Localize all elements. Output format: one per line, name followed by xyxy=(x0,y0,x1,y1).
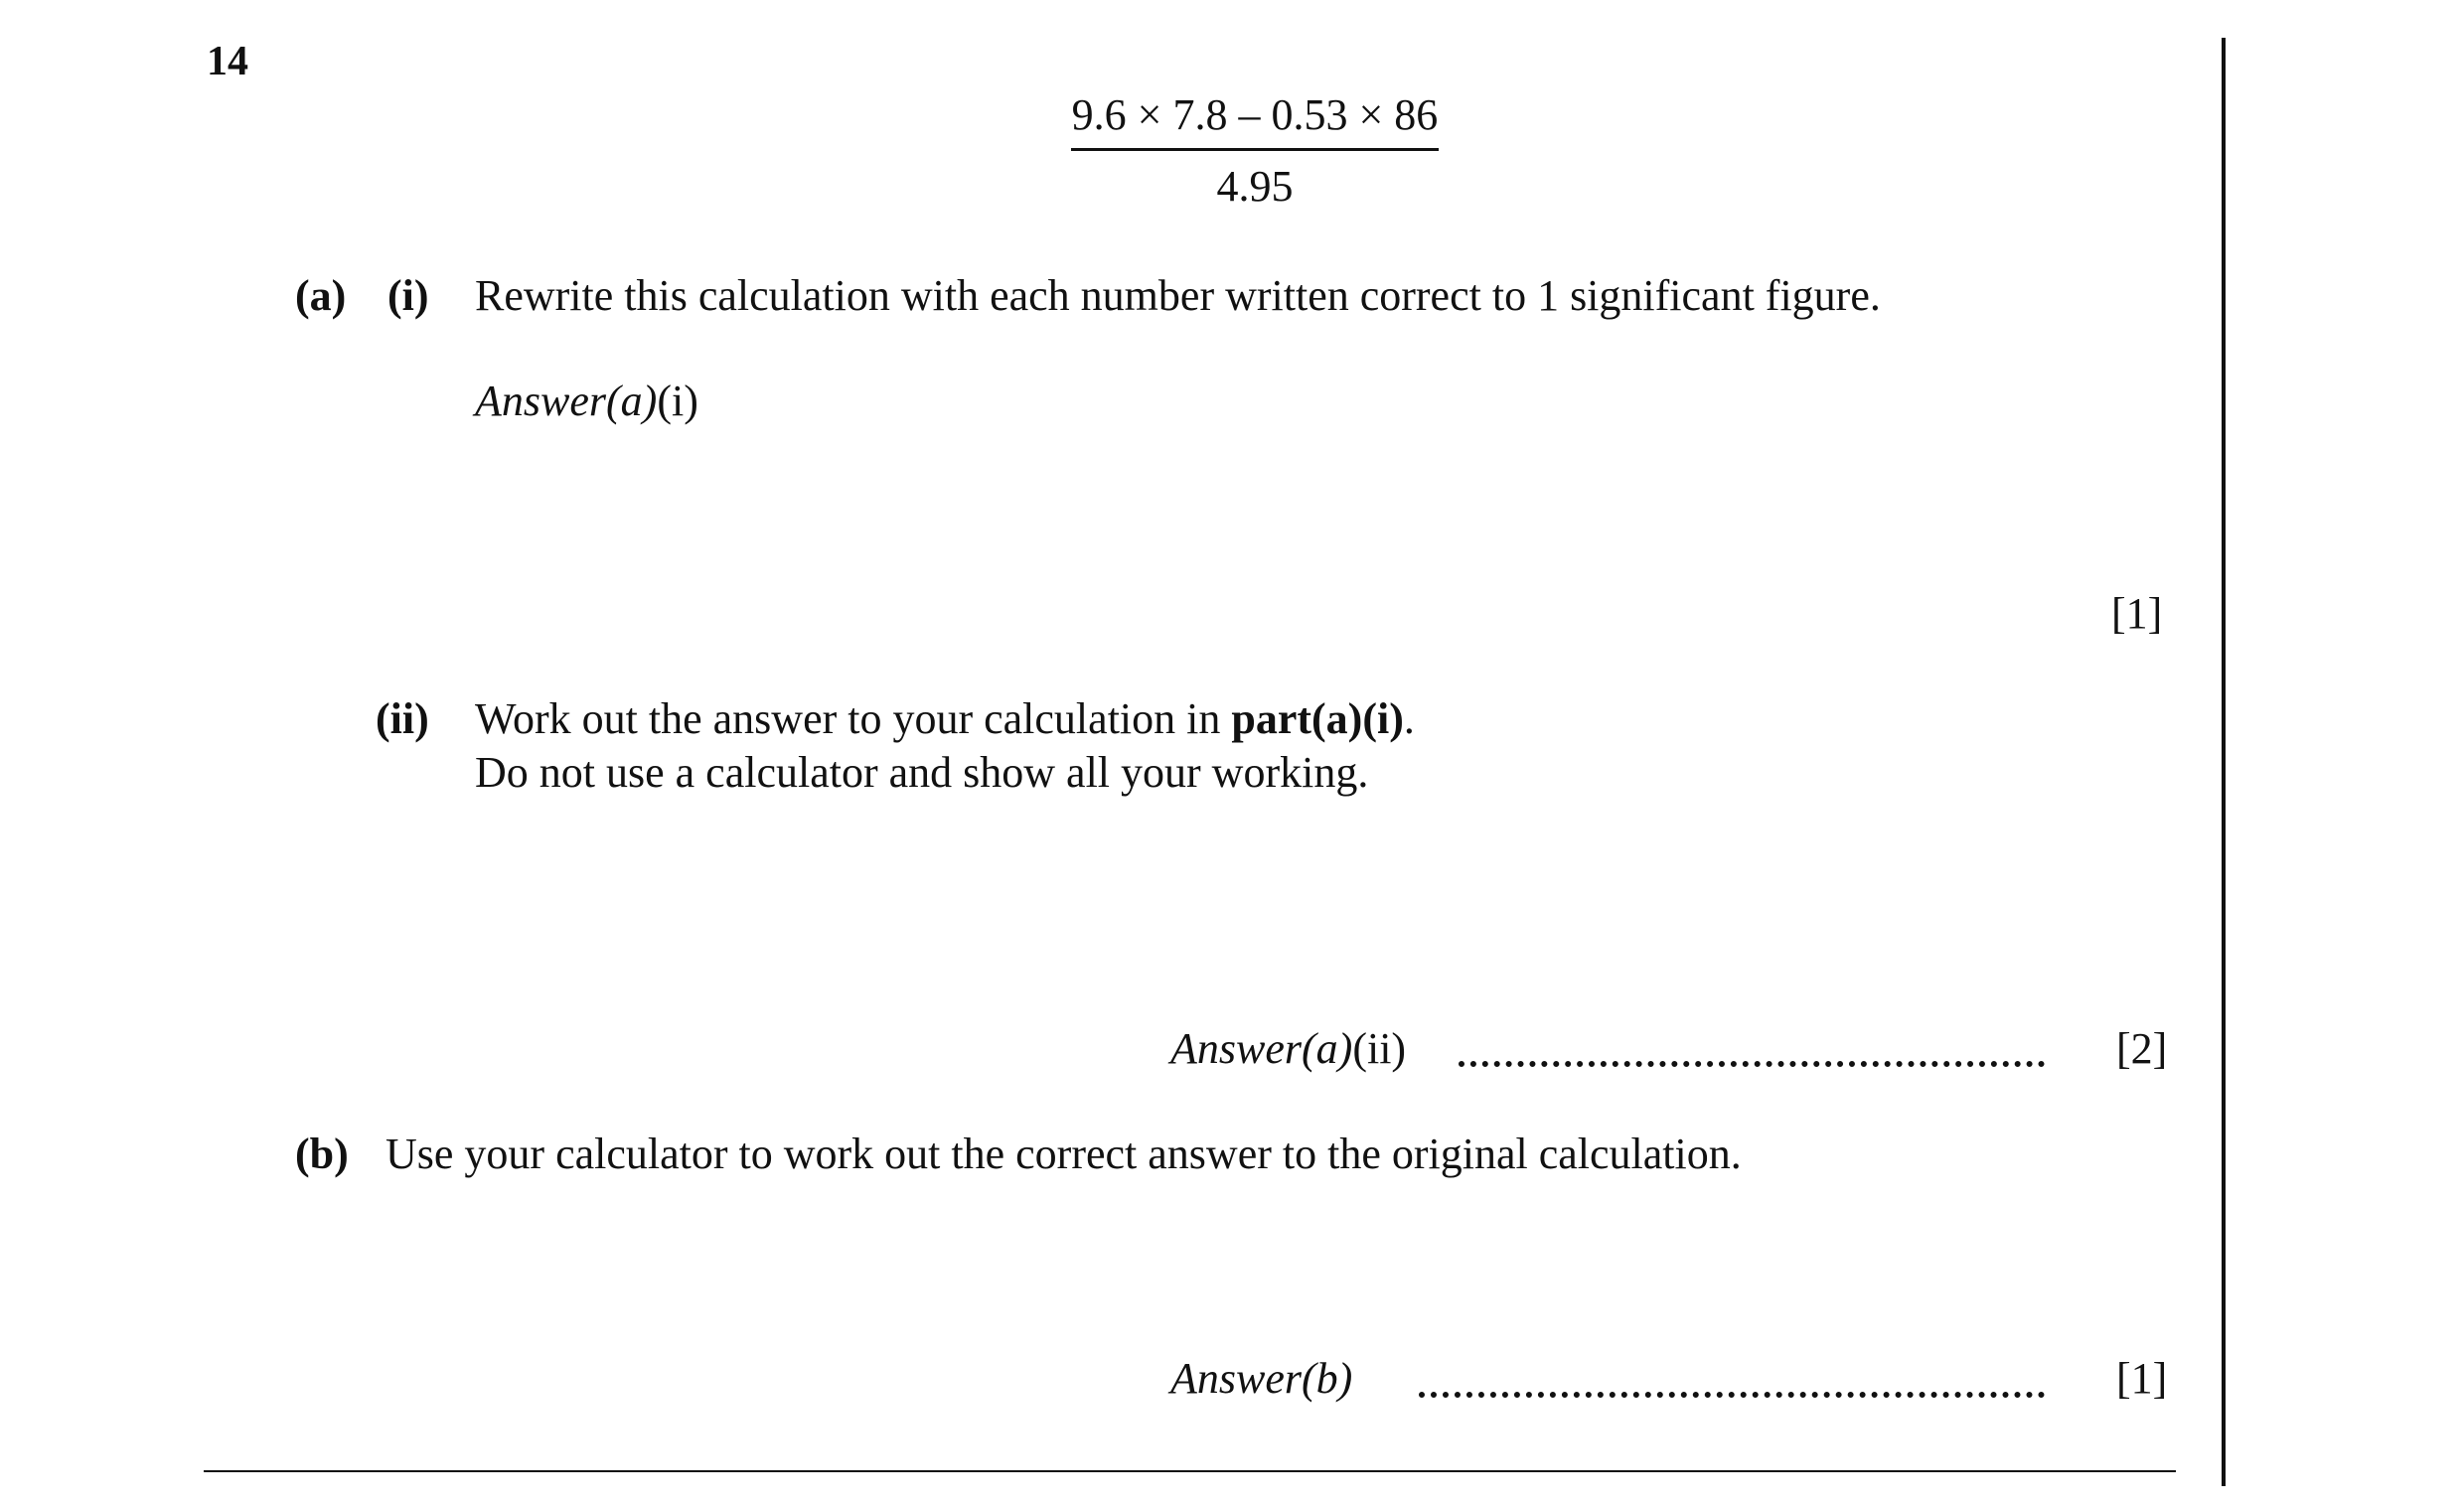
part-a-ii-label: (ii) xyxy=(376,694,429,743)
marks-a-i: [1] xyxy=(2111,589,2163,638)
question-number: 14 xyxy=(207,39,248,84)
working-area-a-ii[interactable] xyxy=(467,815,2057,1003)
answer-a-i-label xyxy=(475,376,698,426)
answer-a-i-label-italic: Answer(a) xyxy=(475,377,658,425)
part-a-ii-line1-suffix: . xyxy=(1403,694,1415,743)
part-a-ii-question-line1 xyxy=(475,693,1415,744)
answer-a-ii-label-italic: Answer(a) xyxy=(1170,1024,1353,1073)
answer-a-i-label-suffix: (i) xyxy=(657,377,698,425)
part-a-label: (a) xyxy=(295,271,347,320)
calculation-fraction xyxy=(1071,89,1439,212)
answer-b-label: Answer(b) xyxy=(1170,1354,1353,1403)
part-a-ii-question-line2: Do not use a calculator and show all your working. xyxy=(475,748,1369,797)
answer-a-ii-dotted-line[interactable] xyxy=(1459,1061,2045,1067)
part-b-question: Use your calculator to work out the correct answer to the original calculation. xyxy=(385,1130,1742,1178)
answer-a-ii-label xyxy=(1170,1023,1406,1074)
fraction-denominator: 4.95 xyxy=(1216,162,1294,211)
part-a-ii-line1-prefix: Work out the answer to your calculation in xyxy=(475,694,1232,743)
answer-a-i-area[interactable] xyxy=(467,437,2057,576)
part-b-label: (b) xyxy=(295,1130,349,1178)
working-area-b[interactable] xyxy=(467,1192,2057,1321)
part-a-i-label: (i) xyxy=(387,271,429,320)
marks-a-ii: [2] xyxy=(2116,1024,2168,1073)
fraction-numerator: 9.6 × 7.8 – 0.53 × 86 xyxy=(1071,90,1439,139)
part-a-i-question: Rewrite this calculation with each number written correct to 1 significant figure. xyxy=(475,271,1881,320)
right-margin-rule xyxy=(2222,38,2226,1486)
part-a-ii-line1-bold: part(a)(i) xyxy=(1231,694,1404,743)
answer-b-dotted-line[interactable] xyxy=(1419,1392,2045,1398)
answer-a-ii-label-suffix: (ii) xyxy=(1352,1024,1407,1073)
bottom-rule xyxy=(204,1470,2176,1472)
marks-b: [1] xyxy=(2116,1354,2168,1403)
